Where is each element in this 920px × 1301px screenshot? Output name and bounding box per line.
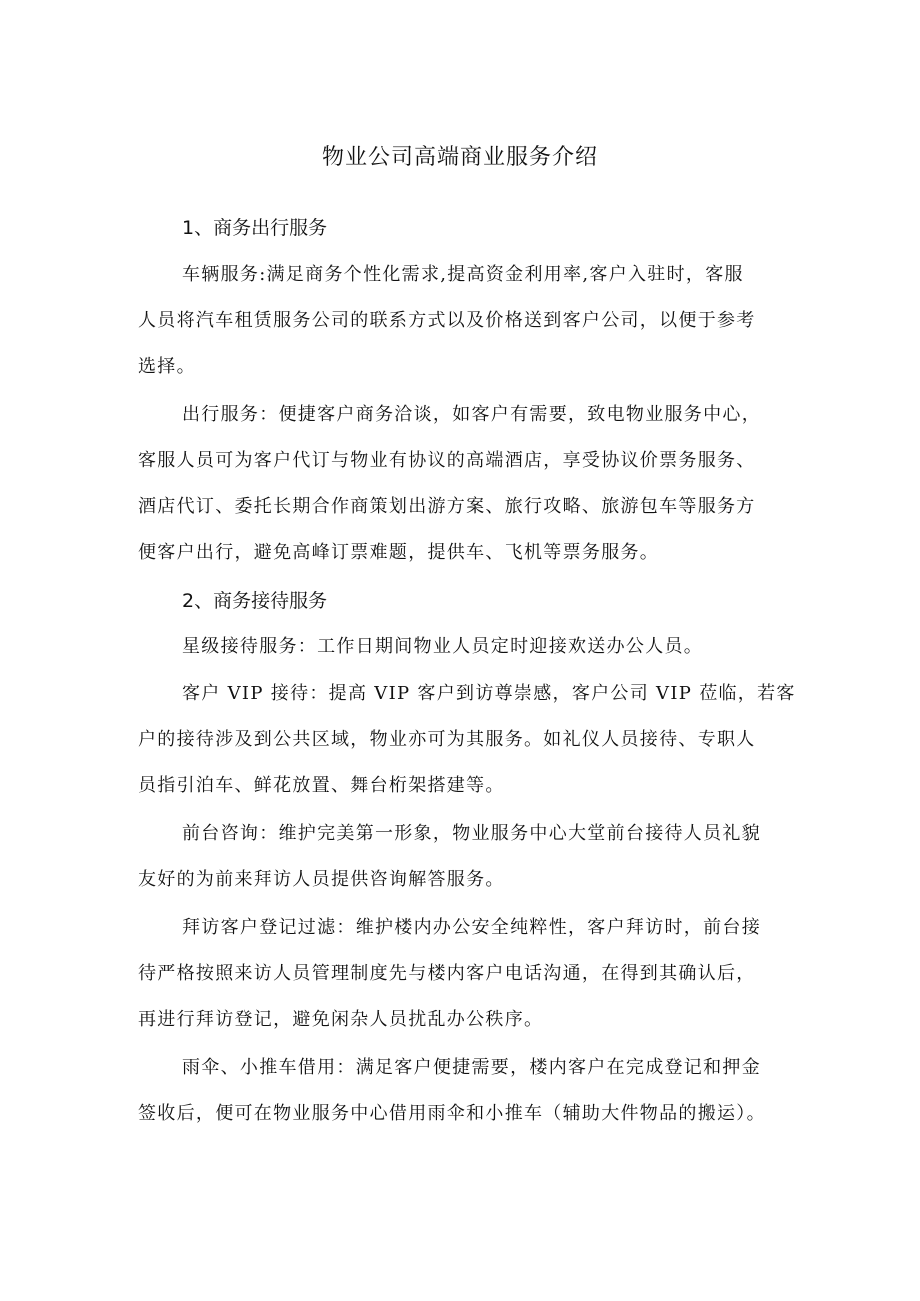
paragraph-line: 客服人员可为客户代订与物业有协议的高端酒店，享受协议价票务服务、 — [138, 450, 756, 471]
paragraph-line: 友好的为前来拜访人员提供咨询解答服务。 — [138, 869, 505, 890]
paragraph-line: 酒店代订、委托长期合作商策划出游方案、旅行攻略、旅游包车等服务方 — [138, 496, 756, 517]
section-heading-business-travel: 1、商务出行服务 — [182, 217, 328, 239]
paragraph-line: 车辆服务:满足商务个性化需求,提高资金利用率,客户入驻时，客服 — [182, 264, 744, 285]
paragraph-line: 户的接待涉及到公共区域，物业亦可为其服务。如礼仪人员接待、专职人 — [138, 729, 756, 750]
paragraph-line: 签收后，便可在物业服务中心借用雨伞和小推车（辅助大件物品的搬运）。 — [138, 1103, 766, 1124]
paragraph-line: 拜访客户登记过滤：维护楼内办公安全纯粹性，客户拜访时，前台接 — [182, 917, 761, 938]
paragraph-line: 雨伞、小推车借用：满足客户便捷需要，楼内客户在完成登记和押金 — [182, 1057, 761, 1078]
section-heading-business-reception: 2、商务接待服务 — [182, 590, 328, 612]
paragraph-line: 客户 VIP 接待：提高 VIP 客户到访尊崇感，客户公司 VIP 莅临，若客 — [182, 683, 796, 704]
paragraph-line: 待严格按照来访人员管理制度先与楼内客户电话沟通，在得到其确认后， — [138, 963, 756, 984]
paragraph-line: 员指引泊车、鲜花放置、舞台桁架搭建等。 — [138, 775, 505, 796]
paragraph-line: 人员将汽车租赁服务公司的联系方式以及价格送到客户公司，以便于参考 — [138, 310, 756, 331]
paragraph-line: 选择。 — [138, 356, 196, 377]
paragraph-line: 前台咨询：维护完美第一形象，物业服务中心大堂前台接待人员礼貌 — [182, 823, 761, 844]
paragraph-line: 出行服务：便捷客户商务洽谈，如客户有需要，致电物业服务中心， — [182, 404, 761, 425]
paragraph-line: 便客户出行，避免高峰订票难题，提供车、飞机等票务服务。 — [138, 542, 660, 563]
paragraph-line: 星级接待服务：工作日期间物业人员定时迎接欢送办公人员。 — [182, 636, 704, 657]
document-title: 物业公司高端商业服务介绍 — [321, 145, 598, 170]
paragraph-line: 再进行拜访登记，避免闲杂人员扰乱办公秩序。 — [138, 1009, 544, 1030]
